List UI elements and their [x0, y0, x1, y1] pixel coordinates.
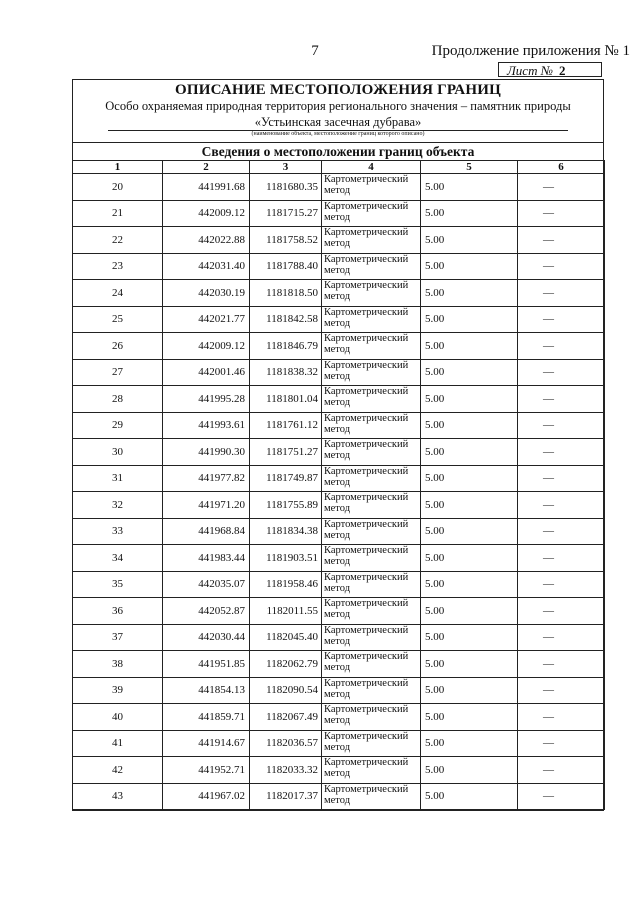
- description-cell: —: [518, 227, 605, 254]
- y-coordinate-cell: 1181715.27: [250, 200, 322, 227]
- description-cell: —: [518, 730, 605, 757]
- y-coordinate-cell: 1181755.89: [250, 492, 322, 519]
- boundary-table: [72, 160, 605, 810]
- description-cell: —: [518, 465, 605, 492]
- x-coordinate-cell: 442052.87: [163, 598, 250, 625]
- method-cell: Картометрический метод: [322, 545, 421, 572]
- x-coordinate-cell: 441968.84: [163, 518, 250, 545]
- description-cell: —: [518, 677, 605, 704]
- accuracy-cell: 5.00: [421, 730, 518, 757]
- method-cell: Картометрический метод: [322, 624, 421, 651]
- point-number-cell: 43: [73, 783, 163, 810]
- y-coordinate-cell: 1181838.32: [250, 359, 322, 386]
- description-cell: —: [518, 783, 605, 810]
- accuracy-cell: 5.00: [421, 386, 518, 413]
- x-coordinate-cell: 441971.20: [163, 492, 250, 519]
- accuracy-cell: 5.00: [421, 624, 518, 651]
- point-number-cell: 42: [73, 757, 163, 784]
- table-row: [73, 598, 605, 625]
- table-row: [73, 704, 605, 731]
- method-cell: Картометрический метод: [322, 280, 421, 307]
- description-cell: —: [518, 545, 605, 572]
- table-row: [73, 227, 605, 254]
- object-name: «Устьинская засечная дубрава»: [254, 115, 422, 129]
- table-row: [73, 359, 605, 386]
- y-coordinate-cell: 1181761.12: [250, 412, 322, 439]
- sheet-number-box: [498, 62, 602, 77]
- accuracy-cell: 5.00: [421, 704, 518, 731]
- accuracy-cell: 5.00: [421, 677, 518, 704]
- x-coordinate-cell: 442009.12: [163, 200, 250, 227]
- document-title: ОПИСАНИЕ МЕСТОПОЛОЖЕНИЯ ГРАНИЦ: [175, 82, 501, 98]
- x-coordinate-cell: 441914.67: [163, 730, 250, 757]
- x-coordinate-cell: 442001.46: [163, 359, 250, 386]
- description-cell: —: [518, 200, 605, 227]
- x-coordinate-cell: 442021.77: [163, 306, 250, 333]
- method-cell: Картометрический метод: [322, 492, 421, 519]
- description-cell: —: [518, 757, 605, 784]
- method-cell: Картометрический метод: [322, 253, 421, 280]
- table-body: [73, 174, 605, 810]
- accuracy-cell: 5.00: [421, 333, 518, 360]
- table-header-row: [73, 161, 605, 174]
- table-row: [73, 518, 605, 545]
- page-number: 7: [311, 43, 319, 59]
- accuracy-cell: 5.00: [421, 412, 518, 439]
- table-row: [73, 333, 605, 360]
- y-coordinate-cell: 1182017.37: [250, 783, 322, 810]
- x-coordinate-cell: 441977.82: [163, 465, 250, 492]
- table-row: [73, 439, 605, 466]
- accuracy-cell: 5.00: [421, 598, 518, 625]
- method-cell: Картометрический метод: [322, 783, 421, 810]
- table-row: [73, 492, 605, 519]
- table-row: [73, 545, 605, 572]
- y-coordinate-cell: 1181749.87: [250, 465, 322, 492]
- y-coordinate-cell: 1181788.40: [250, 253, 322, 280]
- x-coordinate-cell: 441990.30: [163, 439, 250, 466]
- description-cell: —: [518, 359, 605, 386]
- method-cell: Картометрический метод: [322, 412, 421, 439]
- method-cell: Картометрический метод: [322, 757, 421, 784]
- section-divider: [72, 142, 604, 143]
- y-coordinate-cell: 1181751.27: [250, 439, 322, 466]
- accuracy-cell: 5.00: [421, 306, 518, 333]
- method-cell: Картометрический метод: [322, 306, 421, 333]
- y-coordinate-cell: 1181842.58: [250, 306, 322, 333]
- method-cell: Картометрический метод: [322, 333, 421, 360]
- description-cell: —: [518, 386, 605, 413]
- y-coordinate-cell: 1181903.51: [250, 545, 322, 572]
- point-number-cell: 24: [73, 280, 163, 307]
- y-coordinate-cell: 1182036.57: [250, 730, 322, 757]
- method-cell: Картометрический метод: [322, 227, 421, 254]
- accuracy-cell: 5.00: [421, 359, 518, 386]
- table-row: [73, 757, 605, 784]
- table-row: [73, 730, 605, 757]
- column-header-4: 4: [322, 161, 421, 174]
- point-number-cell: 40: [73, 704, 163, 731]
- x-coordinate-cell: 441951.85: [163, 651, 250, 678]
- table-row: [73, 306, 605, 333]
- accuracy-cell: 5.00: [421, 757, 518, 784]
- method-cell: Картометрический метод: [322, 598, 421, 625]
- point-number-cell: 31: [73, 465, 163, 492]
- table-row: [73, 624, 605, 651]
- accuracy-cell: 5.00: [421, 651, 518, 678]
- table-row: [73, 280, 605, 307]
- method-cell: Картометрический метод: [322, 677, 421, 704]
- y-coordinate-cell: 1182090.54: [250, 677, 322, 704]
- y-coordinate-cell: 1181958.46: [250, 571, 322, 598]
- method-cell: Картометрический метод: [322, 174, 421, 201]
- point-number-cell: 30: [73, 439, 163, 466]
- method-cell: Картометрический метод: [322, 704, 421, 731]
- x-coordinate-cell: 441952.71: [163, 757, 250, 784]
- table-row: [73, 677, 605, 704]
- x-coordinate-cell: 441854.13: [163, 677, 250, 704]
- y-coordinate-cell: 1181801.04: [250, 386, 322, 413]
- description-cell: —: [518, 598, 605, 625]
- x-coordinate-cell: 441995.28: [163, 386, 250, 413]
- point-number-cell: 20: [73, 174, 163, 201]
- point-number-cell: 32: [73, 492, 163, 519]
- description-cell: —: [518, 571, 605, 598]
- point-number-cell: 22: [73, 227, 163, 254]
- x-coordinate-cell: 442030.44: [163, 624, 250, 651]
- column-header-2: 2: [163, 161, 250, 174]
- accuracy-cell: 5.00: [421, 545, 518, 572]
- point-number-cell: 39: [73, 677, 163, 704]
- x-coordinate-cell: 442031.40: [163, 253, 250, 280]
- y-coordinate-cell: 1182011.55: [250, 598, 322, 625]
- table-row: [73, 465, 605, 492]
- name-caption: (наименование объекта, местоположение границ которого описано): [251, 131, 425, 137]
- table-row: [73, 412, 605, 439]
- accuracy-cell: 5.00: [421, 200, 518, 227]
- y-coordinate-cell: 1181846.79: [250, 333, 322, 360]
- x-coordinate-cell: 442022.88: [163, 227, 250, 254]
- table-row: [73, 386, 605, 413]
- method-cell: Картометрический метод: [322, 359, 421, 386]
- description-cell: —: [518, 253, 605, 280]
- point-number-cell: 35: [73, 571, 163, 598]
- table-row: [73, 174, 605, 201]
- table-row: [73, 571, 605, 598]
- point-number-cell: 41: [73, 730, 163, 757]
- description-cell: —: [518, 704, 605, 731]
- y-coordinate-cell: 1182067.49: [250, 704, 322, 731]
- x-coordinate-cell: 442030.19: [163, 280, 250, 307]
- accuracy-cell: 5.00: [421, 174, 518, 201]
- accuracy-cell: 5.00: [421, 253, 518, 280]
- accuracy-cell: 5.00: [421, 518, 518, 545]
- method-cell: Картометрический метод: [322, 386, 421, 413]
- y-coordinate-cell: 1181680.35: [250, 174, 322, 201]
- column-header-6: 6: [518, 161, 605, 174]
- x-coordinate-cell: 441991.68: [163, 174, 250, 201]
- description-cell: —: [518, 624, 605, 651]
- x-coordinate-cell: 441967.02: [163, 783, 250, 810]
- point-number-cell: 33: [73, 518, 163, 545]
- accuracy-cell: 5.00: [421, 439, 518, 466]
- y-coordinate-cell: 1181758.52: [250, 227, 322, 254]
- y-coordinate-cell: 1182062.79: [250, 651, 322, 678]
- accuracy-cell: 5.00: [421, 783, 518, 810]
- method-cell: Картометрический метод: [322, 439, 421, 466]
- table-row: [73, 253, 605, 280]
- point-number-cell: 36: [73, 598, 163, 625]
- point-number-cell: 26: [73, 333, 163, 360]
- x-coordinate-cell: 441993.61: [163, 412, 250, 439]
- x-coordinate-cell: 442009.12: [163, 333, 250, 360]
- sheet-label: Лист №: [507, 63, 553, 78]
- accuracy-cell: 5.00: [421, 227, 518, 254]
- column-header-3: 3: [250, 161, 322, 174]
- table-row: [73, 200, 605, 227]
- accuracy-cell: 5.00: [421, 492, 518, 519]
- column-header-1: 1: [73, 161, 163, 174]
- x-coordinate-cell: 441983.44: [163, 545, 250, 572]
- y-coordinate-cell: 1182033.32: [250, 757, 322, 784]
- point-number-cell: 28: [73, 386, 163, 413]
- section-title: Сведения о местоположении границ объекта: [201, 144, 475, 159]
- description-cell: —: [518, 306, 605, 333]
- method-cell: Картометрический метод: [322, 518, 421, 545]
- accuracy-cell: 5.00: [421, 571, 518, 598]
- description-cell: —: [518, 174, 605, 201]
- column-header-5: 5: [421, 161, 518, 174]
- point-number-cell: 38: [73, 651, 163, 678]
- x-coordinate-cell: 442035.07: [163, 571, 250, 598]
- point-number-cell: 25: [73, 306, 163, 333]
- point-number-cell: 23: [73, 253, 163, 280]
- method-cell: Картометрический метод: [322, 465, 421, 492]
- point-number-cell: 37: [73, 624, 163, 651]
- description-cell: —: [518, 412, 605, 439]
- sheet-number: 2: [558, 63, 566, 78]
- table-row: [73, 651, 605, 678]
- y-coordinate-cell: 1182045.40: [250, 624, 322, 651]
- table-row: [73, 783, 605, 810]
- method-cell: Картометрический метод: [322, 730, 421, 757]
- point-number-cell: 29: [73, 412, 163, 439]
- description-cell: —: [518, 492, 605, 519]
- description-cell: —: [518, 333, 605, 360]
- description-cell: —: [518, 651, 605, 678]
- point-number-cell: 27: [73, 359, 163, 386]
- x-coordinate-cell: 441859.71: [163, 704, 250, 731]
- document-subtitle: Особо охраняемая природная территория регионального значения – памятник природы: [105, 99, 571, 113]
- description-cell: —: [518, 518, 605, 545]
- method-cell: Картометрический метод: [322, 571, 421, 598]
- accuracy-cell: 5.00: [421, 280, 518, 307]
- description-cell: —: [518, 280, 605, 307]
- y-coordinate-cell: 1181834.38: [250, 518, 322, 545]
- y-coordinate-cell: 1181818.50: [250, 280, 322, 307]
- accuracy-cell: 5.00: [421, 465, 518, 492]
- point-number-cell: 34: [73, 545, 163, 572]
- appendix-label: Продолжение приложения № 1: [431, 43, 630, 59]
- description-cell: —: [518, 439, 605, 466]
- method-cell: Картометрический метод: [322, 200, 421, 227]
- point-number-cell: 21: [73, 200, 163, 227]
- method-cell: Картометрический метод: [322, 651, 421, 678]
